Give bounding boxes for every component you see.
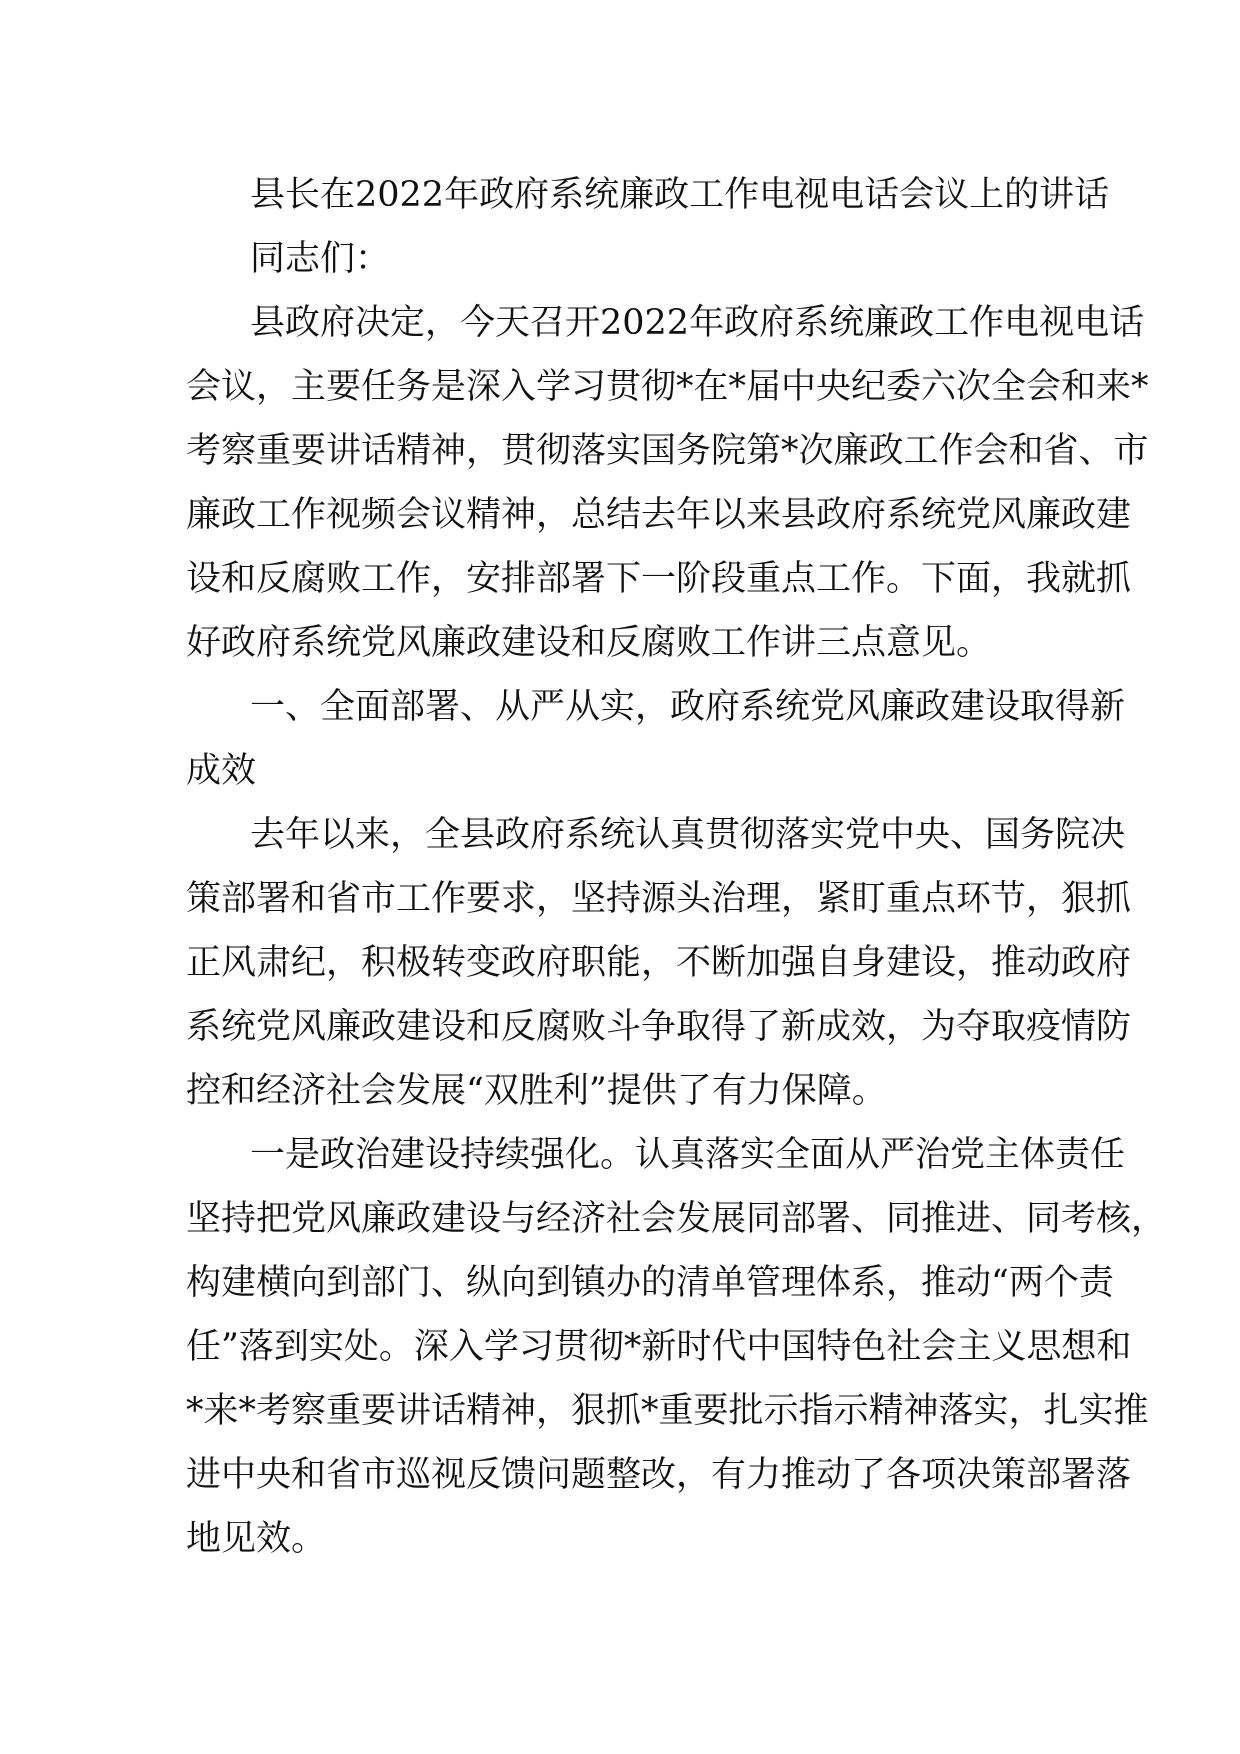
paragraph-line: 策部署和省市工作要求，坚持源头治理，紧盯重点环节，狠抓: [186, 879, 1132, 919]
salutation: 同志们：: [250, 239, 391, 279]
paragraph-opening: [186, 291, 1149, 675]
paragraph-line: 进中央和省市巡视反馈问题整改，有力推动了各项决策部署落: [186, 1455, 1132, 1495]
paragraph-line: 任”落到实处。深入学习贯彻*新时代中国特色社会主义思想和: [186, 1327, 1132, 1367]
document-body: [186, 163, 1167, 1571]
paragraph-line: 廉政工作视频会议精神，总结去年以来县政府系统党风廉政建: [186, 495, 1132, 535]
paragraph-political-building: [186, 1123, 1167, 1571]
section-heading-line: 成效: [186, 751, 257, 791]
paragraph-line: 正风肃纪，积极转变政府职能，不断加强自身建设，推动政府: [186, 943, 1132, 983]
paragraph-review: [186, 803, 1132, 1123]
paragraph-line: 一是政治建设持续强化。认真落实全面从严治党主体责任: [250, 1135, 1126, 1175]
section-heading-1: [186, 675, 1126, 803]
paragraph-line: 系统党风廉政建设和反腐败斗争取得了新成效，为夺取疫情防: [186, 1007, 1132, 1047]
paragraph-line: 县政府决定，今天召开2022年政府系统廉政工作电视电话: [250, 303, 1145, 343]
paragraph-line: 控和经济社会发展“双胜利”提供了有力保障。: [186, 1071, 887, 1111]
paragraph-line: 好政府系统党风廉政建设和反腐败工作讲三点意见。: [186, 623, 992, 663]
paragraph-line: 构建横向到部门、纵向到镇办的清单管理体系，推动“两个责: [186, 1263, 1114, 1303]
paragraph-line: 地见效。: [186, 1519, 327, 1559]
section-heading-line: 一、全面部署、从严从实，政府系统党风廉政建设取得新: [250, 687, 1126, 727]
document-title: 县长在2022年政府系统廉政工作电视电话会议上的讲话: [250, 175, 1110, 215]
paragraph-line: 去年以来，全县政府系统认真贯彻落实党中央、国务院决: [250, 815, 1126, 855]
paragraph-line: 设和反腐败工作，安排部署下一阶段重点工作。下面，我就抓: [186, 559, 1132, 599]
paragraph-line: *来*考察重要讲话精神，狠抓*重要批示指示精神落实，扎实推: [186, 1391, 1149, 1431]
paragraph-line: 考察重要讲话精神，贯彻落实国务院第*次廉政工作会和省、市: [186, 431, 1149, 471]
paragraph-line: 会议，主要任务是深入学习贯彻*在*届中央纪委六次全会和来*: [186, 367, 1149, 407]
paragraph-line: 坚持把党风廉政建设与经济社会发展同部署、同推进、同考核，: [186, 1199, 1167, 1239]
